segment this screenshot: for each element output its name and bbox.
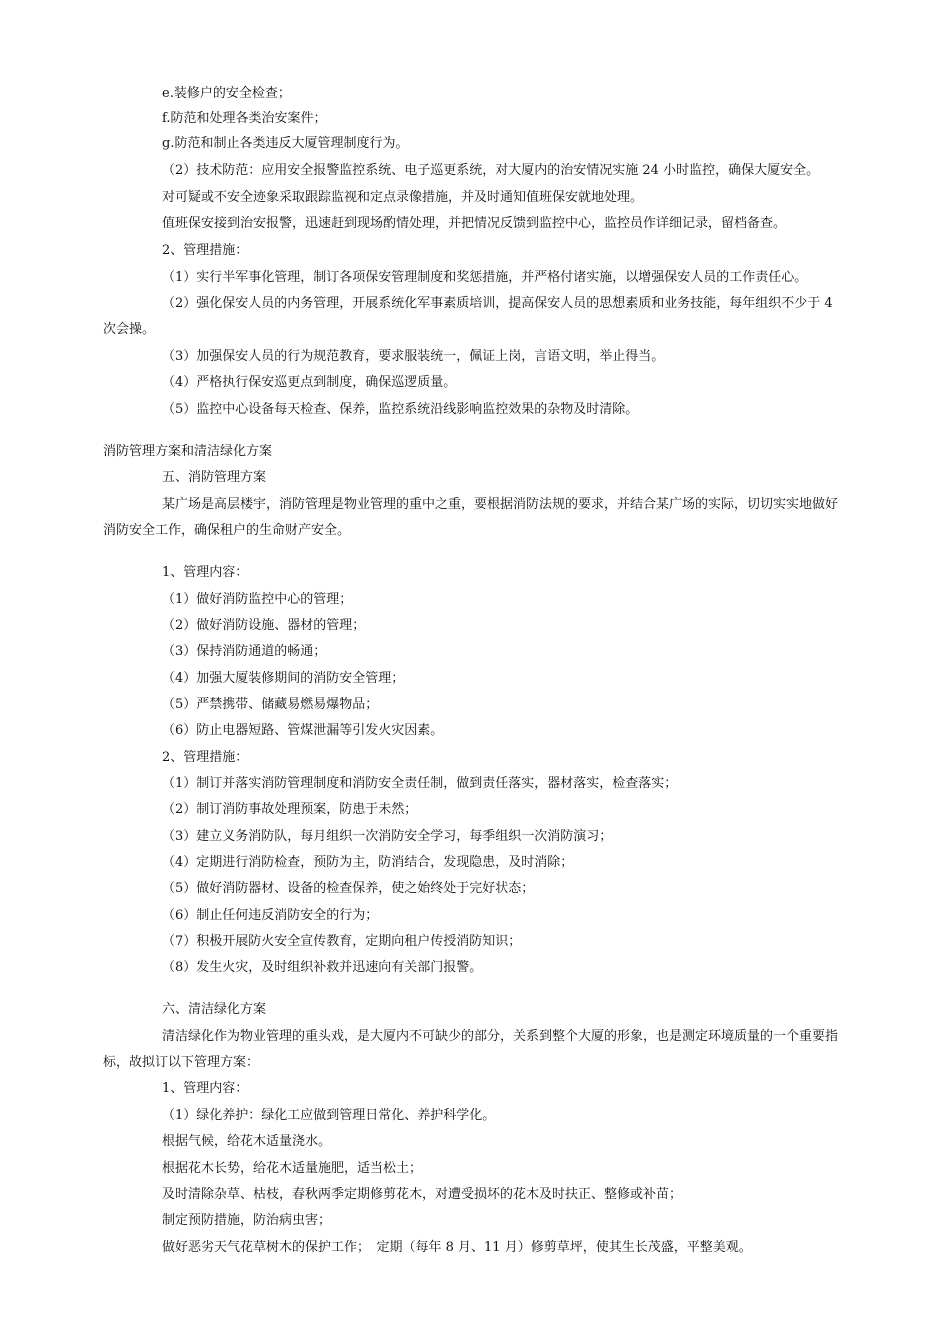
cleaning-intro: 清洁绿化作为物业管理的重头戏，是大厦内不可缺少的部分，关系到整个大厦的形象，也是测定环境质量的一个重要指: [162, 1029, 839, 1044]
fire-measure-5: （5）做好消防器材、设备的检查保养，使之始终处于完好状态；: [162, 881, 535, 896]
security-item-g: g.防范和制止各类违反大厦管理制度行为。: [162, 136, 409, 151]
greening-item-1: （1）绿化养护：绿化工应做到管理日常化、养护科学化。: [162, 1108, 496, 1123]
fire-heading: 五、消防管理方案: [162, 470, 267, 485]
security-measure-1: （1）实行半军事化管理，制订各项保安管理制度和奖惩措施，并严格付诸实施，以增强保安人员的工作责任心。: [162, 270, 808, 285]
fire-intro-cont: 消防安全工作，确保租户的生命财产安全。: [103, 523, 351, 538]
fire-measure-2: （2）制订消防事故处理预案，防患于未然；: [162, 802, 418, 817]
cleaning-content-heading: 1、管理内容：: [162, 1081, 249, 1096]
fire-content-4: （4）加强大厦装修期间的消防安全管理；: [162, 671, 405, 686]
fire-measure-8: （8）发生火灾，及时组织补救并迅速向有关部门报警。: [162, 960, 483, 975]
fire-measure-4: （4）定期进行消防检查，预防为主，防消结合，发现隐患，及时消除；: [162, 855, 574, 870]
fire-measure-6: （6）制止任何违反消防安全的行为；: [162, 908, 379, 923]
cleaning-heading: 六、清洁绿化方案: [162, 1002, 267, 1017]
fire-measures-heading: 2、管理措施：: [162, 750, 249, 765]
security-item-e: e.装修户的安全检查；: [162, 86, 291, 101]
fire-measure-1: （1）制订并落实消防管理制度和消防安全责任制，做到责任落实，器材落实，检查落实；: [162, 776, 678, 791]
greening-item-6: 做好恶劣天气花草树木的保护工作； 定期（每年 8 月、11 月）修剪草坪，使其生长茂盛，平整美观。: [162, 1240, 752, 1255]
fire-content-5: （5）严禁携带、储藏易燃易爆物品；: [162, 697, 379, 712]
security-measure-2-cont: 次会操。: [103, 322, 156, 337]
fire-measure-7: （7）积极开展防火安全宣传教育，定期向租户传授消防知识；: [162, 934, 522, 949]
section-title: 消防管理方案和清洁绿化方案: [103, 444, 273, 459]
security-measure-3: （3）加强保安人员的行为规范教育，要求服装统一，佩证上岗，言语文明，举止得当。: [162, 349, 665, 364]
fire-content-1: （1）做好消防监控中心的管理；: [162, 592, 353, 607]
tech-defense-text-3: 值班保安接到治安报警，迅速赶到现场酌情处理，并把情况反馈到监控中心，监控员作详细记录，留档备查。: [162, 216, 787, 231]
fire-measure-3: （3）建立义务消防队，每月组织一次消防安全学习，每季组织一次消防演习；: [162, 829, 613, 844]
fire-content-6: （6）防止电器短路、管煤泄漏等引发火灾因素。: [162, 723, 444, 738]
fire-content-2: （2）做好消防设施、器材的管理；: [162, 618, 366, 633]
security-measure-4: （4）严格执行保安巡更点到制度，确保巡逻质量。: [162, 375, 457, 390]
security-measure-2: （2）强化保安人员的内务管理，开展系统化军事素质培训，提高保安人员的思想素质和业务技能，每年组织不少于 4: [162, 296, 833, 311]
greening-item-3: 根据花木长势，给花木适量施肥，适当松土；: [162, 1161, 423, 1176]
greening-item-2: 根据气候，给花木适量浇水。: [162, 1134, 332, 1149]
fire-content-heading: 1、管理内容：: [162, 565, 249, 580]
greening-item-5: 制定预防措施，防治病虫害；: [162, 1213, 332, 1228]
tech-defense-text: （2）技术防范：应用安全报警监控系统、电子巡更系统，对大厦内的治安情况实施 24 小时监控，确保大厦安全。: [162, 163, 820, 178]
security-measures-heading: 2、管理措施：: [162, 243, 249, 258]
greening-item-4: 及时清除杂草、枯枝，春秋两季定期修剪花木，对遭受损坏的花木及时扶正、整修或补苗；: [162, 1187, 683, 1202]
cleaning-intro-cont: 标，故拟订以下管理方案：: [103, 1055, 260, 1070]
security-item-f: f.防范和处理各类治安案件；: [162, 111, 327, 126]
fire-intro: 某广场是高层楼宇，消防管理是物业管理的重中之重，要根据消防法规的要求，并结合某广场的实际，切切实实地做好: [162, 497, 839, 512]
fire-content-3: （3）保持消防通道的畅通；: [162, 644, 327, 659]
security-measure-5: （5）监控中心设备每天检查、保养，监控系统沿线影响监控效果的杂物及时清除。: [162, 402, 639, 417]
tech-defense-text-2: 对可疑或不安全迹象采取跟踪监视和定点录像措施，并及时通知值班保安就地处理。: [162, 190, 644, 205]
